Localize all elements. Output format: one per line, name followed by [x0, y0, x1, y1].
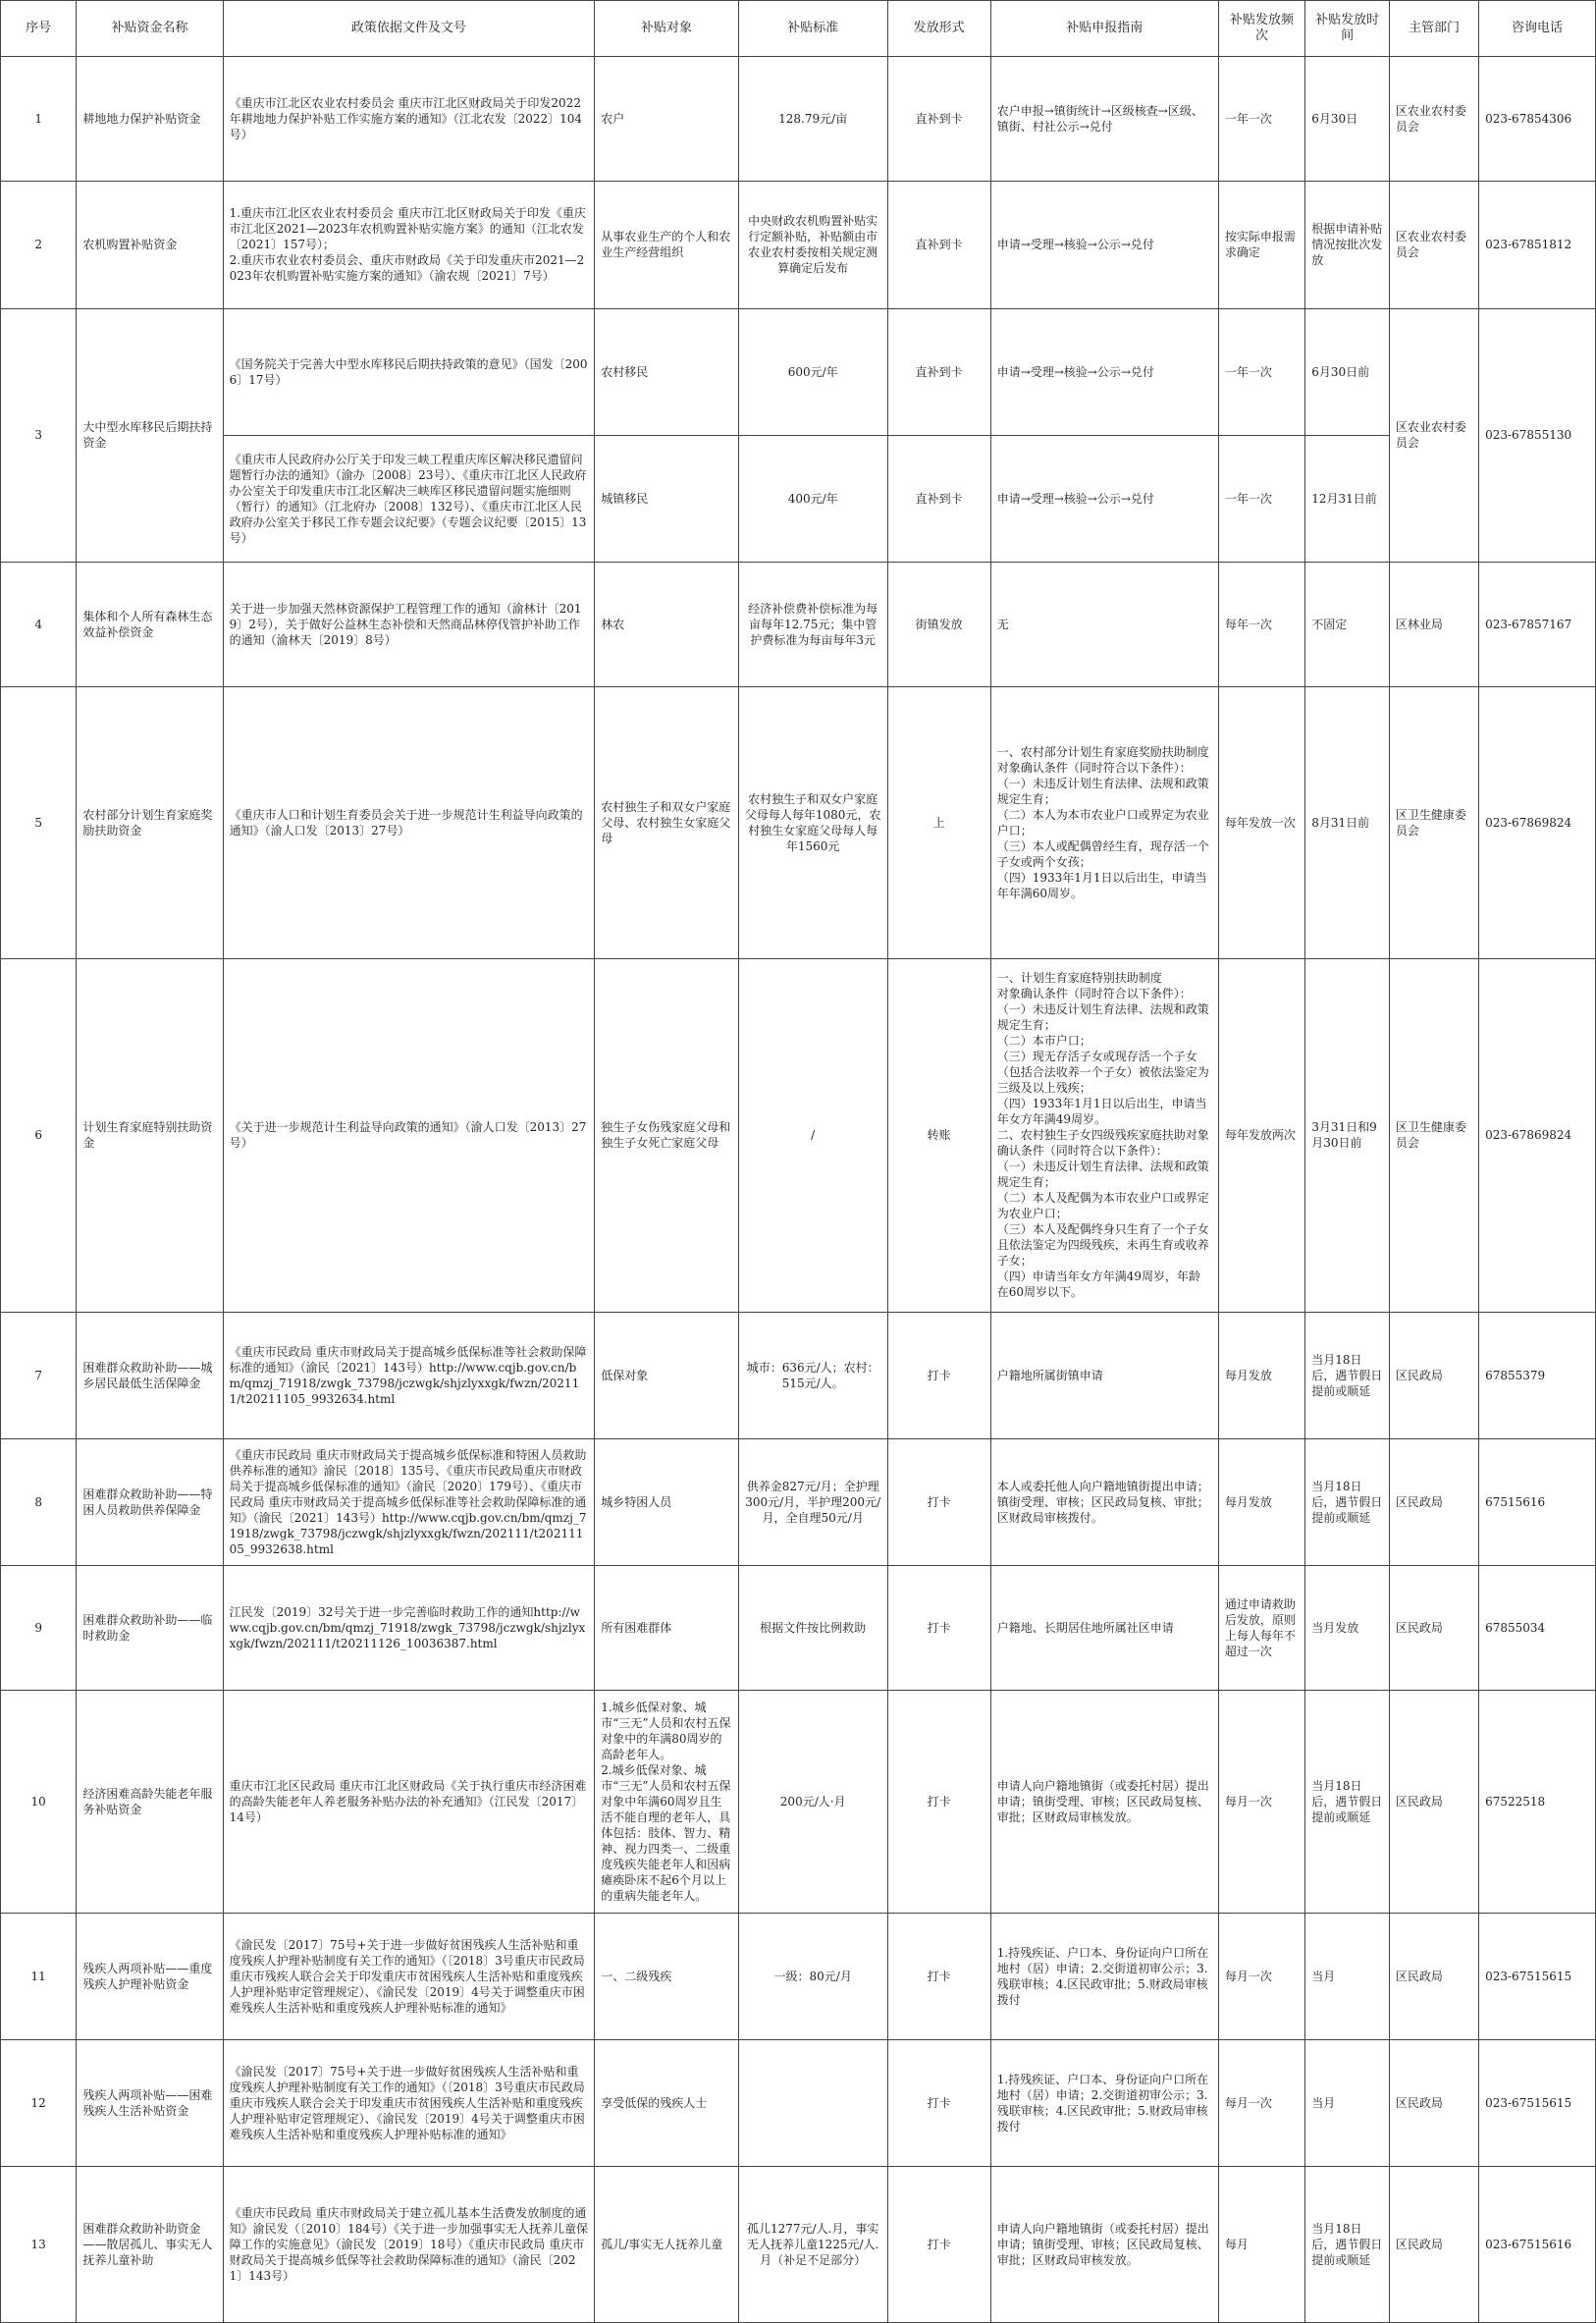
hotline: 023-67515616	[1479, 2167, 1596, 2323]
col-header: 政策依据文件及文号	[223, 1, 595, 57]
subsidy-standard: 600元/年	[738, 308, 887, 435]
payment-form: 打卡	[887, 1566, 990, 1691]
table-row	[1, 182, 1596, 308]
application-guide: 申请人向户籍地镇街（或委托村居）提出申请；镇街受理、审核；区民政局复核、审批；区财政局审核发放。	[990, 1691, 1218, 1913]
payment-time: 当月	[1305, 2040, 1390, 2167]
application-guide: 申请→受理→核验→公示→兑付	[990, 308, 1218, 435]
table-row	[1, 2167, 1596, 2323]
department: 区民政局	[1389, 1438, 1478, 1565]
subsidy-target: 所有困难群体	[595, 1566, 738, 1691]
department: 区农业农村委员会	[1389, 57, 1478, 182]
subsidy-name: 大中型水库移民后期扶持资金	[77, 308, 223, 563]
col-header: 补贴标准	[738, 1, 887, 57]
table-row	[1, 1438, 1596, 1565]
department: 区民政局	[1389, 1312, 1478, 1438]
policy-basis: 《关于进一步规范计生利益导向政策的通知》（渝人口发〔2013〕27号）	[223, 958, 595, 1312]
department: 区民政局	[1389, 1913, 1478, 2039]
payment-form: 打卡	[887, 2167, 990, 2323]
table-row	[1, 308, 1596, 435]
application-guide: 1.持残疾证、户口本、身份证向户口所在地村（居）申请；2.交街道初审公示；3.残联审核；4.区民政审批；5.财政局审核拨付	[990, 1913, 1218, 2039]
payment-time: 6月30日前	[1305, 308, 1390, 435]
hotline: 023-67851812	[1479, 182, 1596, 308]
row-number: 2	[1, 182, 77, 308]
payment-form: 直补到卡	[887, 182, 990, 308]
payment-frequency: 每月发放	[1218, 1438, 1304, 1565]
payment-frequency: 每年发放两次	[1218, 958, 1304, 1312]
payment-form: 打卡	[887, 2040, 990, 2167]
hotline: 023-67857167	[1479, 563, 1596, 687]
application-guide: 一、农村部分计划生育家庭奖励扶助制度 对象确认条件（同时符合以下条件）： （一）未违反计划生育法律、法规和政策规定生育； （二）本人为本市农业户口或界定为农业户口； （三）本人或配偶曾经生育，现存活一个子女或两个女孩； （四）1933年1月1日以后出生，申请当年年满60周岁。	[990, 687, 1218, 958]
payment-time: 当月18日后，遇节假日提前或顺延	[1305, 1691, 1390, 1913]
payment-time: 根据申请补贴情况按批次发放	[1305, 182, 1390, 308]
table-row	[1, 1312, 1596, 1438]
subsidy-name: 集体和个人所有森林生态效益补偿资金	[77, 563, 223, 687]
payment-form: 直补到卡	[887, 57, 990, 182]
hotline: 67855379	[1479, 1312, 1596, 1438]
hotline: 023-67855130	[1479, 308, 1596, 563]
department: 区农业农村委员会	[1389, 308, 1478, 563]
payment-form: 街镇发放	[887, 563, 990, 687]
subsidy-standard: 孤儿1277元/人.月，事实无人抚养儿童1225元/人.月（补足不足部分）	[738, 2167, 887, 2323]
row-number: 13	[1, 2167, 77, 2323]
payment-form: 上	[887, 687, 990, 958]
subsidy-target: 孤儿/事实无人抚养儿童	[595, 2167, 738, 2323]
payment-frequency: 一年一次	[1218, 435, 1304, 562]
department: 区民政局	[1389, 1566, 1478, 1691]
policy-basis: 《重庆市江北区农业农村委员会 重庆市江北区财政局关于印发2022年耕地地力保护补贴工作实施方案的通知》（江北农发〔2022〕104号）	[223, 57, 595, 182]
payment-time: 当月	[1305, 1913, 1390, 2039]
row-number: 5	[1, 687, 77, 958]
row-number: 11	[1, 1913, 77, 2039]
hotline: 023-67869824	[1479, 687, 1596, 958]
subsidy-name: 耕地地力保护补贴资金	[77, 57, 223, 182]
payment-form: 打卡	[887, 1438, 990, 1565]
policy-basis: 江民发〔2019〕32号关于进一步完善临时救助工作的通知http://www.cqjb.gov.cn/bm/qmzj_71918/zwgk_73798/jczwgk/shjzlyxxgk/fwzn/202111/t20211126_10036387.html	[223, 1566, 595, 1691]
row-number: 3	[1, 308, 77, 563]
header-row	[1, 1, 1596, 57]
col-header: 发放形式	[887, 1, 990, 57]
policy-basis: 《重庆市民政局 重庆市财政局关于提高城乡低保标准和特困人员救助供养标准的通知》渝民〔2018〕135号、《重庆市民政局重庆市财政局关于提高城乡低保标准的通知》（渝民〔2020〕179号）、《重庆市民政局 重庆市财政局关于提高城乡低保标准等社会救助保障标准的通知》（渝民〔2021〕143号）http://www.cqjb.gov.cn/bm/qmzj_71918/zwgk_73798/jczwgk/shjzlyxxgk/fwzn/202111/t20211105_9932638.html	[223, 1438, 595, 1565]
payment-time: 8月31日前	[1305, 687, 1390, 958]
subsidy-target: 享受低保的残疾人士	[595, 2040, 738, 2167]
table-row	[1, 435, 1596, 562]
payment-form: 直补到卡	[887, 435, 990, 562]
payment-frequency: 按实际申报需求确定	[1218, 182, 1304, 308]
hotline: 023-67515615	[1479, 1913, 1596, 2039]
col-header: 补贴申报指南	[990, 1, 1218, 57]
application-guide: 无	[990, 563, 1218, 687]
payment-frequency: 一年一次	[1218, 308, 1304, 435]
application-guide: 户籍地所属街镇申请	[990, 1312, 1218, 1438]
application-guide: 1.持残疾证、户口本、身份证向户口所在地村（居）申请；2.交街道初审公示；3.残联审核；4.区民政审批；5.财政局审核拨付	[990, 2040, 1218, 2167]
hotline: 023-67854306	[1479, 57, 1596, 182]
row-number: 12	[1, 2040, 77, 2167]
payment-form: 直补到卡	[887, 308, 990, 435]
payment-frequency: 通过申请救助后发放，原则上每人每年不超过一次	[1218, 1566, 1304, 1691]
department: 区卫生健康委员会	[1389, 687, 1478, 958]
application-guide: 申请→受理→核验→公示→兑付	[990, 435, 1218, 562]
policy-basis: 《重庆市人口和计划生育委员会关于进一步规范计生利益导向政策的通知》（渝人口发〔2013〕27号）	[223, 687, 595, 958]
subsidy-name: 农机购置补贴资金	[77, 182, 223, 308]
subsidy-target: 农村独生子和双女户家庭父母、农村独生女家庭父母	[595, 687, 738, 958]
subsidy-name: 困难群众救助补助资金——散居孤儿、事实无人抚养儿童补助	[77, 2167, 223, 2323]
subsidy-standard: 128.79元/亩	[738, 57, 887, 182]
subsidy-standard: 供养金827元/月；全护理300元/月，半护理200元/月，全自理50元/月	[738, 1438, 887, 1565]
subsidy-standard: 城市：636元/人；农村：515元/人。	[738, 1312, 887, 1438]
subsidy-name: 困难群众救助补助——临时救助金	[77, 1566, 223, 1691]
application-guide: 本人或委托他人向户籍地镇街提出申请；镇街受理、审核；区民政局复核、审批；区财政局审核拨付。	[990, 1438, 1218, 1565]
col-header: 主管部门	[1389, 1, 1478, 57]
payment-time: 6月30日	[1305, 57, 1390, 182]
subsidy-standard: /	[738, 958, 887, 1312]
policy-basis: 《国务院关于完善大中型水库移民后期扶持政策的意见》（国发〔2006〕17号）	[223, 308, 595, 435]
policy-basis: 重庆市江北区民政局 重庆市江北区财政局《关于执行重庆市经济困难的高龄失能老年人养老服务补贴办法的补充通知》（江民发〔2017〕14号）	[223, 1691, 595, 1913]
payment-frequency: 每月一次	[1218, 1913, 1304, 2039]
table-row	[1, 57, 1596, 182]
hotline: 023-67869824	[1479, 958, 1596, 1312]
row-number: 9	[1, 1566, 77, 1691]
application-guide: 户籍地、长期居住地所属社区申请	[990, 1566, 1218, 1691]
hotline: 67522518	[1479, 1691, 1596, 1913]
payment-time: 当月18日后，遇节假日提前或顺延	[1305, 2167, 1390, 2323]
payment-frequency: 每月一次	[1218, 1691, 1304, 1913]
table-row	[1, 563, 1596, 687]
table-row	[1, 1913, 1596, 2039]
hotline: 023-67515615	[1479, 2040, 1596, 2167]
subsidy-standard	[738, 2040, 887, 2167]
row-number: 6	[1, 958, 77, 1312]
subsidy-name: 困难群众救助补助——城乡居民最低生活保障金	[77, 1312, 223, 1438]
col-header: 补贴发放时间	[1305, 1, 1390, 57]
department: 区卫生健康委员会	[1389, 958, 1478, 1312]
payment-form: 打卡	[887, 1312, 990, 1438]
subsidy-standard: 一级：80元/月	[738, 1913, 887, 2039]
hotline: 67855034	[1479, 1566, 1596, 1691]
subsidy-standard: 200元/人·月	[738, 1691, 887, 1913]
col-header: 序号	[1, 1, 77, 57]
payment-frequency: 每年一次	[1218, 563, 1304, 687]
row-number: 10	[1, 1691, 77, 1913]
table-row	[1, 2040, 1596, 2167]
application-guide: 申请→受理→核验→公示→兑付	[990, 182, 1218, 308]
payment-time: 当月18日后，遇节假日提前或顺延	[1305, 1312, 1390, 1438]
row-number: 8	[1, 1438, 77, 1565]
payment-time: 当月18日后，遇节假日提前或顺延	[1305, 1438, 1390, 1565]
hotline: 67515616	[1479, 1438, 1596, 1565]
subsidy-name: 残疾人两项补贴——重度残疾人护理补贴资金	[77, 1913, 223, 2039]
table-row	[1, 1691, 1596, 1913]
subsidy-target: 从事农业生产的个人和农业生产经营组织	[595, 182, 738, 308]
subsidy-target: 林农	[595, 563, 738, 687]
subsidy-target: 城乡特困人员	[595, 1438, 738, 1565]
subsidy-target: 低保对象	[595, 1312, 738, 1438]
department: 区林业局	[1389, 563, 1478, 687]
policy-basis: 《重庆市人民政府办公厅关于印发三峡工程重庆库区解决移民遗留问题暂行办法的通知》（渝办〔2008〕23号）、《重庆市江北区人民政府办公室关于印发重庆市江北区解决三峡库区移民遗留问题实施细则（暂行）的通知》（江北府办〔2008〕132号）、《重庆市江北区人民政府办公室关于移民工作专题会议纪要》（专题会议纪要〔2015〕13号）	[223, 435, 595, 562]
payment-form: 打卡	[887, 1913, 990, 2039]
payment-form: 打卡	[887, 1691, 990, 1913]
application-guide: 农户申报→镇街统计→区级核查→区级、镇街、村社公示→兑付	[990, 57, 1218, 182]
subsidy-target: 城镇移民	[595, 435, 738, 562]
policy-basis: 1.重庆市江北区农业农村委员会 重庆市江北区财政局关于印发《重庆市江北区2021—2023年农机购置补贴实施方案》的通知（江北农发〔2021〕157号）； 2.重庆市农业农村委员会、重庆市财政局《关于印发重庆市2021—2023年农机购置补贴实施方案的通知》（渝农规〔2021〕7号）	[223, 182, 595, 308]
subsidy-target: 农户	[595, 57, 738, 182]
subsidy-standard: 农村独生子和双女户家庭父母每人每年1080元，农村独生女家庭父母每人每年1560元	[738, 687, 887, 958]
table-row	[1, 958, 1596, 1312]
subsidy-target: 一、二级残疾	[595, 1913, 738, 2039]
subsidy-name: 残疾人两项补贴——困难残疾人生活补贴资金	[77, 2040, 223, 2167]
col-header: 补贴对象	[595, 1, 738, 57]
department: 区民政局	[1389, 2040, 1478, 2167]
subsidy-name: 困难群众救助补助——特困人员救助供养保障金	[77, 1438, 223, 1565]
subsidy-standard: 经济补偿费补偿标准为每亩每年12.75元；集中管护费标准为每亩每年3元	[738, 563, 887, 687]
col-header: 补贴资金名称	[77, 1, 223, 57]
subsidy-standard: 根据文件按比例救助	[738, 1566, 887, 1691]
policy-basis: 《重庆市民政局 重庆市财政局关于建立孤儿基本生活费发放制度的通知》渝民发（〔2010〕184号）《关于进一步加强事实无人抚养儿童保障工作的实施意见》（渝民发〔2019〕18号）《重庆市民政局 重庆市财政局关于提高城乡低保等社会救助保障标准的通知》（渝民〔2021〕143号）	[223, 2167, 595, 2323]
payment-form: 转账	[887, 958, 990, 1312]
table-row	[1, 687, 1596, 958]
row-number: 7	[1, 1312, 77, 1438]
policy-basis: 《渝民发〔2017〕75号+关于进一步做好贫困残疾人生活补贴和重度残疾人护理补贴制度有关工作的通知》（〔2018〕3号重庆市民政局 重庆市残疾人联合会关于印发重庆市贫困残疾人生活补贴和重度残疾人护理补贴审定管理规定）、《渝民发〔2019〕4号关于调整重庆市困难残疾人生活补贴和重度残疾人护理补贴标准的通知》	[223, 1913, 595, 2039]
subsidy-name: 经济困难高龄失能老年服务补贴资金	[77, 1691, 223, 1913]
payment-time: 当月发放	[1305, 1566, 1390, 1691]
payment-time: 12月31日前	[1305, 435, 1390, 562]
department: 区农业农村委员会	[1389, 182, 1478, 308]
subsidy-name: 计划生育家庭特别扶助资金	[77, 958, 223, 1312]
row-number: 1	[1, 57, 77, 182]
payment-frequency: 每年发放一次	[1218, 687, 1304, 958]
subsidy-standard: 400元/年	[738, 435, 887, 562]
policy-basis: 《渝民发〔2017〕75号+关于进一步做好贫困残疾人生活补贴和重度残疾人护理补贴制度有关工作的通知》（〔2018〕3号重庆市民政局 重庆市残疾人联合会关于印发重庆市贫困残疾人生活补贴和重度残疾人护理补贴审定管理规定）、《渝民发〔2019〕4号关于调整重庆市困难残疾人生活补贴和重度残疾人护理补贴标准的通知》	[223, 2040, 595, 2167]
payment-time: 3月31日和9月30日前	[1305, 958, 1390, 1312]
col-header: 咨询电话	[1479, 1, 1596, 57]
department: 区民政局	[1389, 1691, 1478, 1913]
row-number: 4	[1, 563, 77, 687]
payment-frequency: 每月发放	[1218, 1312, 1304, 1438]
payment-frequency: 每月	[1218, 2167, 1304, 2323]
table-row	[1, 1566, 1596, 1691]
application-guide: 申请人向户籍地镇街（或委托村居）提出申请；镇街受理、审核；区民政局复核、审批；区财政局审核发放。	[990, 2167, 1218, 2323]
payment-frequency: 一年一次	[1218, 57, 1304, 182]
subsidy-name: 农村部分计划生育家庭奖励扶助资金	[77, 687, 223, 958]
payment-frequency: 每月一次	[1218, 2040, 1304, 2167]
application-guide: 一、计划生育家庭特别扶助制度 对象确认条件（同时符合以下条件）： （一）未违反计划生育法律、法规和政策规定生育； （二）本市户口； （三）现无存活子女或现存活一个子女（包括合法收养一个子女）被依法鉴定为三级及以上残疾； （四）1933年1月1日以后出生，申请当年女方年满49周岁。 二、农村独生子女四级残疾家庭扶助对象确认条件（同时符合以下条件）： （一）未违反计划生育法律、法规和政策规定生育； （二）本人及配偶为本市农业户口或界定为农业户口； （三）本人及配偶终身只生育了一个子女且依法鉴定为四级残疾，未再生育或收养子女； （四）申请当年女方年满49周岁，年龄在60周岁以下。	[990, 958, 1218, 1312]
subsidy-target: 1.城乡低保对象、城市“三无”人员和农村五保对象中的年满80周岁的高龄老年人。 2.城乡低保对象、城市“三无”人员和农村五保对象中年满60周岁且生活不能自理的老年人，具体包括：肢体、智力、精神、视力四类一、二级重度残疾失能老年人和因病瘫痪卧床不起6个月以上的重病失能老年人。	[595, 1691, 738, 1913]
subsidy-target: 独生子女伤残家庭父母和独生子女死亡家庭父母	[595, 958, 738, 1312]
subsidy-standard: 中央财政农机购置补贴实行定额补贴，补贴额由市农业农村委按相关规定测算确定后发布	[738, 182, 887, 308]
col-header: 补贴发放频次	[1218, 1, 1304, 57]
subsidy-target: 农村移民	[595, 308, 738, 435]
department: 区民政局	[1389, 2167, 1478, 2323]
payment-time: 不固定	[1305, 563, 1390, 687]
policy-basis: 关于进一步加强天然林资源保护工程管理工作的通知（渝林计〔2019〕2号），关于做好公益林生态补偿和天然商品林停伐管护补助工作的通知（渝林天〔2019〕8号）	[223, 563, 595, 687]
policy-basis: 《重庆市民政局 重庆市财政局关于提高城乡低保标准等社会救助保障标准的通知》（渝民〔2021〕143号）http://www.cqjb.gov.cn/bm/qmzj_71918/zwgk_73798/jczwgk/shjzlyxxgk/fwzn/202111/t20211105_9932634.html	[223, 1312, 595, 1438]
